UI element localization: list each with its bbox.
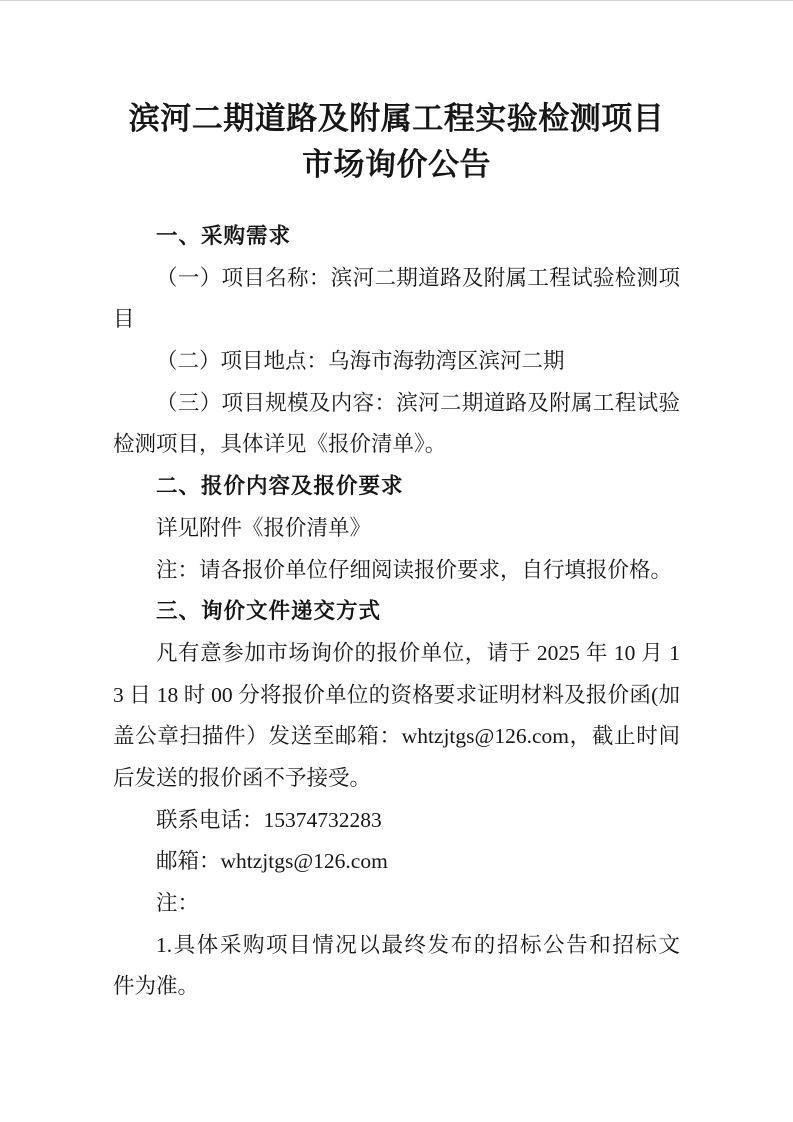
document-line: 注：请各报价单位仔细阅读报价要求，自行填报价格。: [156, 557, 673, 582]
document-line: 3 日 18 时 00 分将报价单位的资格要求证明材料及报价函(加: [113, 682, 680, 707]
document-line: 1.具体采购项目情况以最终发布的招标公告和招标文: [156, 932, 680, 957]
document-line: 一、采购需求: [156, 224, 292, 248]
document-line: 检测项目，具体详见《报价清单》。: [113, 432, 447, 457]
document-line: 件为准。: [113, 974, 200, 999]
document-line: 三、询价文件递交方式: [156, 599, 382, 624]
document-line: 邮箱：whtzjtgs@126.com: [156, 849, 388, 874]
document-title: [0, 96, 793, 188]
document-title-line-1: 滨河二期道路及附属工程实验检测项目: [128, 101, 665, 136]
document-line: （一）项目名称：滨河二期道路及附属工程试验检测项: [156, 265, 680, 290]
document-line: 后发送的报价函不予接受。: [113, 765, 372, 790]
document-line: 盖公章扫描件）发送至邮箱：whtzjtgs@126.com，截止时间: [113, 724, 680, 749]
document-line: 二、报价内容及报价要求: [156, 474, 404, 499]
document-body: [113, 216, 680, 1008]
document-line: 凡有意参加市场询价的报价单位，请于 2025 年 10 月 1: [156, 640, 680, 665]
document-line: 详见附件《报价清单》: [156, 515, 372, 540]
document-line: （二）项目地点：乌海市海勃湾区滨河二期: [156, 349, 565, 374]
document-line: 注：: [156, 891, 200, 915]
document-line: （三）项目规模及内容：滨河二期道路及附属工程试验: [156, 390, 680, 415]
document-line: 联系电话：15374732283: [156, 807, 382, 832]
document-line: 目: [113, 307, 135, 332]
document-title-line-2: 市场询价公告: [302, 147, 491, 182]
